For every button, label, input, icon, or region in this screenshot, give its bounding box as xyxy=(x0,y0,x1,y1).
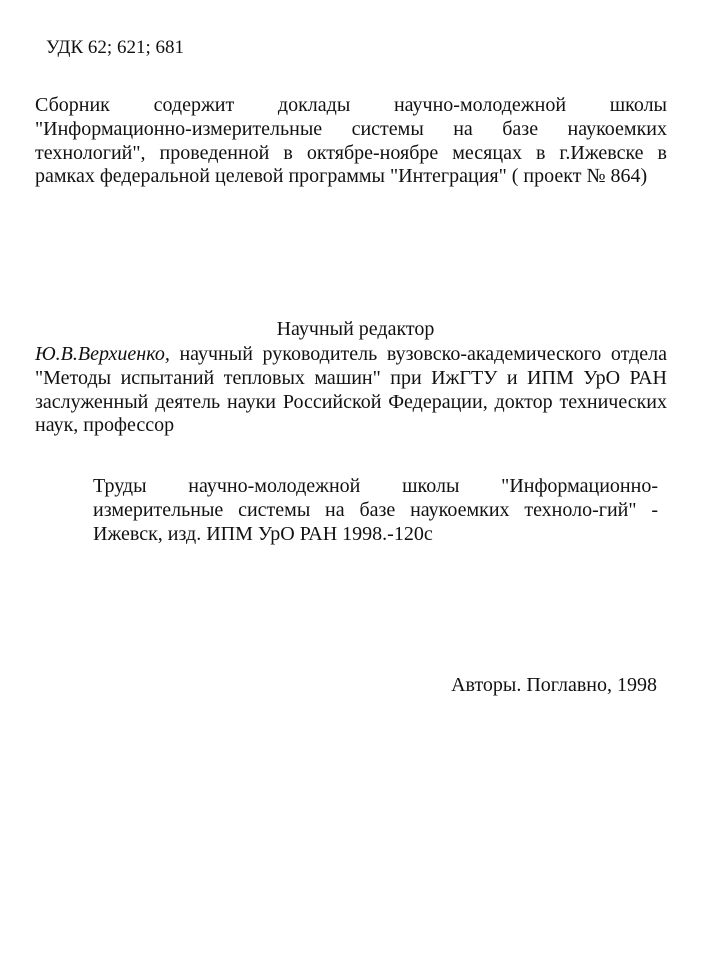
editor-name: Ю.В.Верхиенко, xyxy=(35,343,170,365)
editor-heading: Научный редактор xyxy=(276,318,435,340)
proceedings-citation: Труды научно-молодежной школы "Информационно-измерительные системы на базе наукоемких техноло-гий" - Ижевск, изд. ИПМ УрО РАН 1998.-120с xyxy=(93,475,658,545)
collection-summary: Сборник содержит доклады научно-молодежной школы "Информационно-измерительные системы на базе наукоемких технологий", проведенной в октябре-ноябре месяцах в г.Ижевске в рамках федеральной целевой программы "Интеграция" ( проект № 864) xyxy=(35,94,667,188)
editor-description: научный руководитель вузовско-академического отдела "Методы испытаний тепловых машин" при ИжГТУ и ИПМ УрО РАН заслуженный деятель науки Российской Федерации, доктор технических наук, профессор xyxy=(35,343,668,437)
copyright-line: Авторы. Поглавно, 1998 xyxy=(451,674,657,696)
editor-block xyxy=(35,343,667,438)
udk-classification: УДК 62; 621; 681 xyxy=(46,37,184,58)
